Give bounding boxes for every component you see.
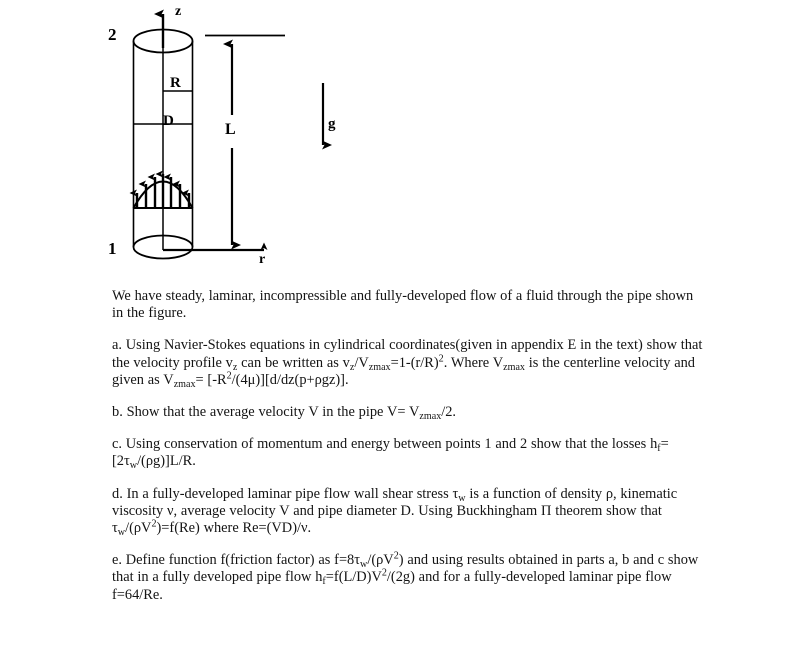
label-length-L: L — [225, 121, 236, 138]
pipe-flow-figure — [0, 0, 809, 285]
paragraph-part-b: b. Show that the average velocity V in the pipe $V= V_{zmax}/2$. — [112, 404, 457, 422]
paragraph-intro: We have steady, laminar, incompressible and fully-developed flow of a fluid through the pipe shown in the figure. — [112, 288, 694, 322]
problem-statement — [112, 288, 708, 604]
label-point-2: 2 — [108, 25, 117, 44]
velocity-profile — [134, 174, 193, 208]
label-diameter-D: D — [163, 113, 174, 129]
paragraph-part-d: d. In a fully-developed laminar pipe flow wall shear stress $\tau_w$ is a function of density ρ, kinematic viscosity ν, average velocity V and pipe diameter D. Using Buckhingham Π theorem show that $\tau_w/(\rho V^2)=f(Re)$ where Re=(VD)/ν. — [112, 485, 678, 538]
paragraph-part-e: e. Define function f(friction factor) as $f=8\tau_w/(\rho V^2)$ and using results obtained in parts a, b and c show that in a fully developed pipe flow $h_f=f(L/D)V^2/(2g)$ and for a fully-developed laminar pipe flow f=64/Re. — [112, 550, 699, 603]
label-gravity-g: g — [328, 116, 336, 132]
label-z-axis: z — [175, 4, 182, 19]
label-radius-R: R — [170, 75, 181, 91]
pipe-diagram-svg — [0, 0, 809, 285]
label-r-axis: r — [259, 252, 266, 267]
paragraph-part-a: a. Using Navier-Stokes equations in cylindrical coordinates(given in appendix E in the text) show that the velocity profile $v_z$ can be written as $v_z/V_{zmax}=1-(r/R)^2$. Where $V_{zmax}$ is the centerline velocity and given as $V_{zmax}= [-R^2/(4\mu)][d/dz(p+\rho gz)]$. — [112, 337, 703, 390]
label-point-1: 1 — [108, 239, 117, 258]
velocity-vectors — [137, 174, 189, 208]
paragraph-part-c: c. Using conservation of momentum and energy between points 1 and 2 show that the losses $h_f=[2\tau_w/(\rho g)]L/R$. — [112, 436, 669, 472]
